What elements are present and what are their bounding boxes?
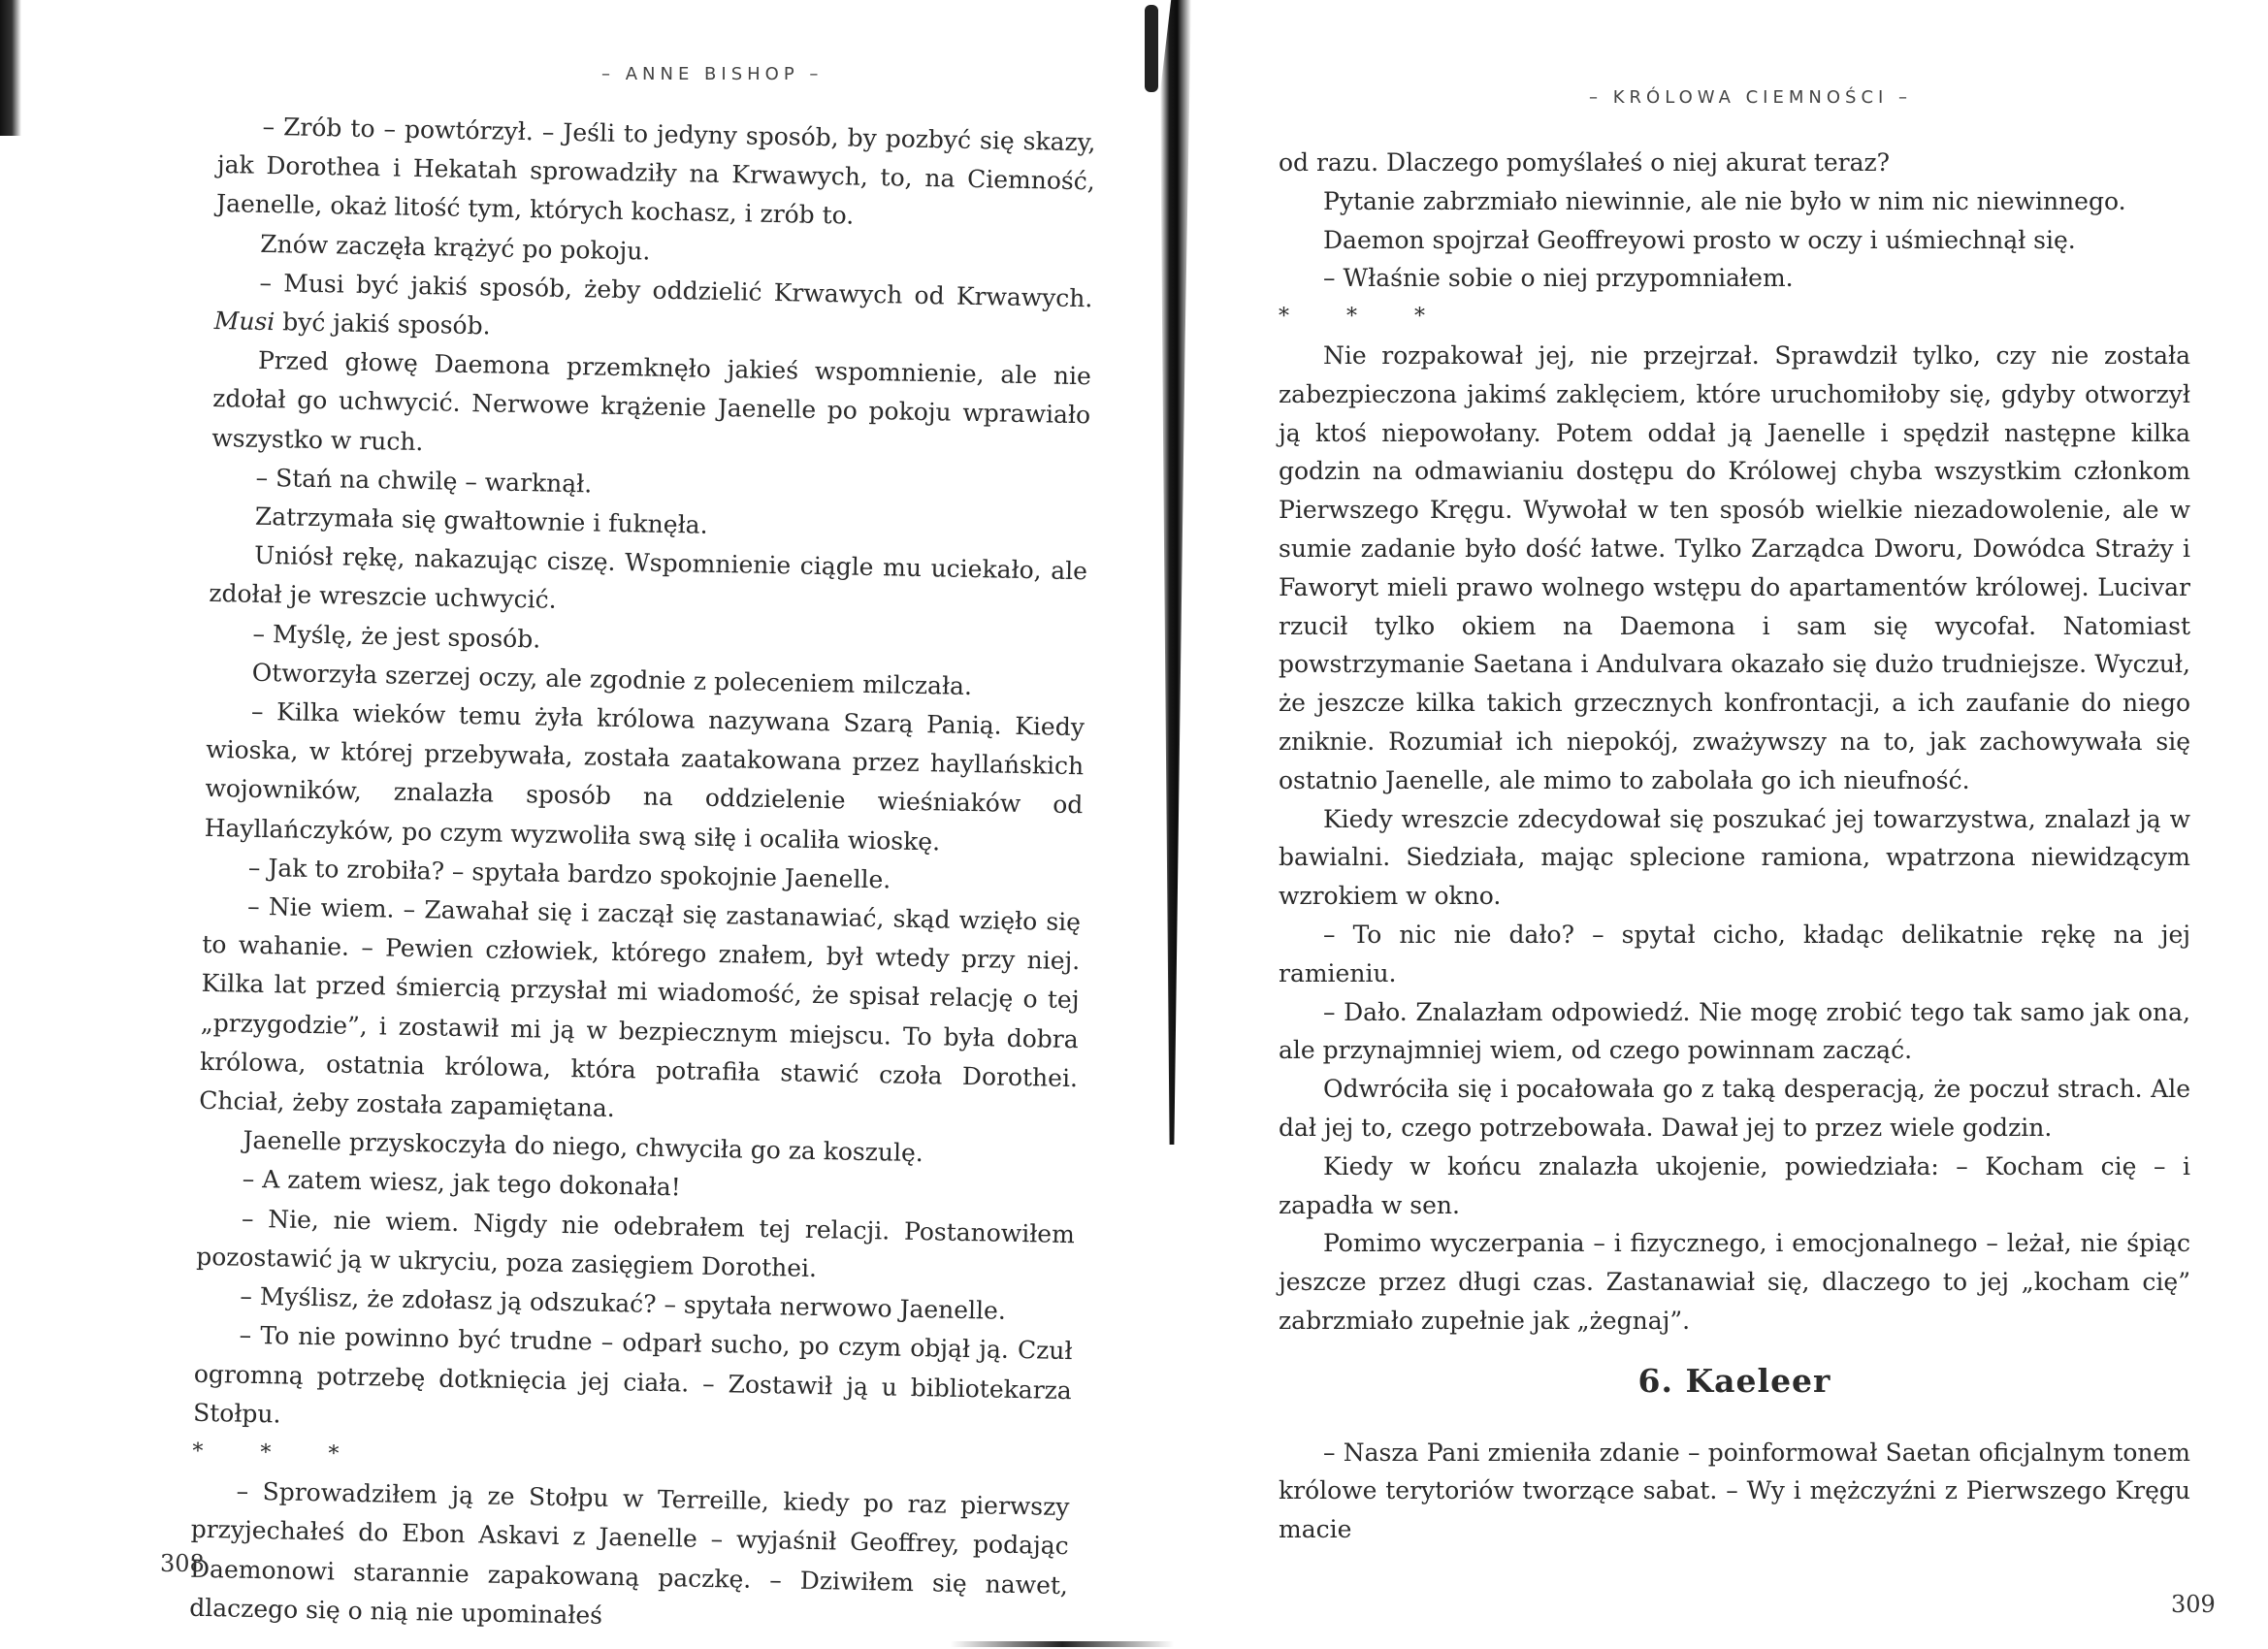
paragraph: Daemon spojrzał Geoffreyowi prosto w oczy i uśmiechnął się. <box>1323 225 2076 254</box>
paragraph: Nie rozpakował jej, nie przejrzał. Sprawdził tylko, czy nie została zabezpieczona jakimś zaklęciem, które uruchomiłoby się, gdyby otworzył ją ktoś niepowołany. Potem oddał ją Jaenelle i spędził następne kilka godzin na odmawianiu dostępu do Królowej chyba wszystkim członkom Pierwszego Kręgu. Wywołał w ten sposób wielkie niezadowolenie, ale w sumie zadanie było dość łatwe. Tylko Zarządca Dworu, Dowódca Straży i Faworyt mieli prawo wolnego wstępu do apartamentów królowej. Lucivar rzucił tylko okiem na Daemona i sam się wycofał. Natomiast powstrzymanie Saetana i Andulvara okazało się dużo trudniejsze. Wyczuł, że jeszcze kilka takich grzecznych konfrontacji, a ich zaufanie do niego zniknie. Rozumiał ich niepokój, zważywszy na to, jak zachowywała się ostatnio Jaenelle, ale mimo to zabolała go ich nieufność. <box>1279 340 2190 794</box>
paragraph: Otworzyła szerzej oczy, ale zgodnie z poleceniem milczała. <box>251 658 973 700</box>
paragraph: – Myślisz, że zdołasz ją odszukać? – spytała nerwowo Jaenelle. <box>240 1281 1007 1325</box>
paragraph: – Stań na chwilę – warknął. <box>255 463 593 499</box>
right-page-text <box>1279 144 2190 1549</box>
running-head-author: – ANNE BISHOP – <box>601 64 824 84</box>
right-page <box>1154 0 2268 1649</box>
section-break-stars: * * * <box>192 1439 365 1468</box>
paragraph: Przed głowę Daemona przemknęło jakieś wspomnienie, ale nie zdołał go uchwycić. Nerwowe krążenie Jaenelle po pokoju wprawiało wszystko w ruch. <box>211 346 1092 456</box>
paragraph: Odwróciła się i pocałowała go z taką desperacją, że poczuł strach. Ale dał jej to, czego potrzebowała. Dawał jej to przez wiele godzin. <box>1279 1075 2190 1142</box>
paragraph: – Nie wiem. – Zawahał się i zaczął się zastanawiać, skąd wzięło się to wahanie. – Pewien człowiek, którego znałem, był wtedy przy niej. Kilka lat przed śmiercią przysłał mi wiadomość, że spisał relację o tej „przygodzie”, i zostawił mi ją w bezpiecznym miejscu. To była dobra królowa, ostatnia królowa, która potrafiła stawić czoła Dorothei. Chciał, żeby została zapamiętana. <box>199 891 1082 1123</box>
chapter-title: 6. Kaeleer <box>1637 1361 1831 1400</box>
paragraph: – Kilka wieków temu żyła królowa nazywana Szarą Panią. Kiedy wioska, w której przebywała, została zaatakowana przez hayllańskich wojowników, znalazła sposób na oddzielenie wieśniaków od Hayllańczyków, po czym wyzwoliła swą siłę i ocaliła wioskę. <box>204 696 1085 857</box>
chapter-opening-paragraphs <box>1279 1434 2190 1549</box>
right-page-paragraphs <box>1279 144 2190 1341</box>
page-number-left: 308 <box>160 1550 205 1577</box>
paragraph: Kiedy w końcu znalazła ukojenie, powiedziała: – Kocham cię – i zapadła w sen. <box>1279 1151 2190 1219</box>
paragraph: Kiedy wreszcie zdecydował się poszukać jej towarzystwa, znalazł ją w bawialni. Siedziała, mając splecione ramiona, wpatrzona niewidzącym wzrokiem w okno. <box>1279 804 2190 911</box>
section-break-stars: * * * <box>1279 305 1450 330</box>
paragraph: Zatrzymała się gwałtownie i fuknęła. <box>254 501 708 539</box>
paragraph: Pytanie zabrzmiało niewinnie, ale nie było w nim nic niewinnego. <box>1323 186 2126 215</box>
paragraph: – Sprowadziłem ją ze Stołpu w Terreille, kiedy po raz pierwszy przyjechałeś do Ebon Askavi z Jaenelle – wyjaśnił Geoffrey, podając Daemonowi starannie zapakowaną paczkę. – Dziwiłem się nawet, dlaczego się o nią nie upominałeś <box>189 1476 1070 1630</box>
paragraph: Uniósł rękę, nakazując ciszę. Wspomnienie ciągle mu uciekało, ale zdołał je wreszcie uchwycić. <box>209 541 1088 615</box>
paragraph: – A zatem wiesz, jak tego dokonała! <box>242 1165 681 1202</box>
paragraph: Jaenelle przyskoczyła do niego, chwyciła go za koszulę. <box>243 1125 924 1168</box>
paragraph: – Nie, nie wiem. Nigdy nie odebrałem tej relacji. Postanowiłem pozostawić ją w ukryciu, poza zasięgiem Dorothei. <box>195 1204 1076 1282</box>
paragraph-text: – Musi być jakiś sposób, żeby oddzielić Krwawych od Krwawych. <box>259 268 1093 313</box>
emphasized-word: Musi <box>213 306 275 337</box>
paragraph: – To nie powinno być trudne – odparł sucho, po czym objął ją. Czuł ogromną potrzebę dotknięcia jej ciała. – Zostawił ją u bibliotekarza Stołpu. <box>192 1320 1073 1429</box>
page-number-right: 309 <box>2171 1591 2216 1618</box>
paragraph: – Zrób to – powtórzył. – Jeśli to jedyny sposób, by pozbyć się skazy, jak Dorothea i Hekatah sprowadziły na Krwawych, to, na Ciemność, Jaenelle, okaż litość tym, których kochasz, i zrób to. <box>215 112 1096 231</box>
paragraph: od razu. Dlaczego pomyślałeś o niej akurat teraz? <box>1279 148 1891 177</box>
paragraph: – Jak to zrobiła? – spytała bardzo spokojnie Jaenelle. <box>247 853 891 894</box>
paragraph: – Właśnie sobie o niej przypomniałem. <box>1323 264 1794 293</box>
left-page-text <box>189 107 1096 1644</box>
paragraph-text: być jakiś sposób. <box>275 307 491 340</box>
paragraph: – Nasza Pani zmieniła zdanie – poinformował Saetan oficjalnym tonem królowe terytoriów tworzące sabat. – Wy i mężczyźni z Pierwszego Kręgu macie <box>1279 1438 2190 1544</box>
paragraph: – Myślę, że jest sposób. <box>252 619 541 654</box>
paragraph: – Dało. Znalazłam odpowiedź. Nie mogę zrobić tego tak samo jak ona, ale przynajmniej wiem, od czego powinnam zacząć. <box>1279 997 2190 1065</box>
paragraph: Pomimo wyczerpania – i fizycznego, i emocjonalnego – leżał, nie śpiąc jeszcze przez długi czas. Zastanawiał się, dlaczego to jej „kocham cię” zabrzmiało zupełnie jak „żegnaj”. <box>1279 1229 2190 1335</box>
running-head-title: – KRÓLOWA CIEMNOŚCI – <box>1589 87 1913 108</box>
paragraph: – To nic nie dało? – spytał cicho, kładąc delikatnie rękę na jej ramieniu. <box>1279 920 2190 987</box>
paragraph: Znów zaczęła krążyć po pokoju. <box>260 229 651 266</box>
